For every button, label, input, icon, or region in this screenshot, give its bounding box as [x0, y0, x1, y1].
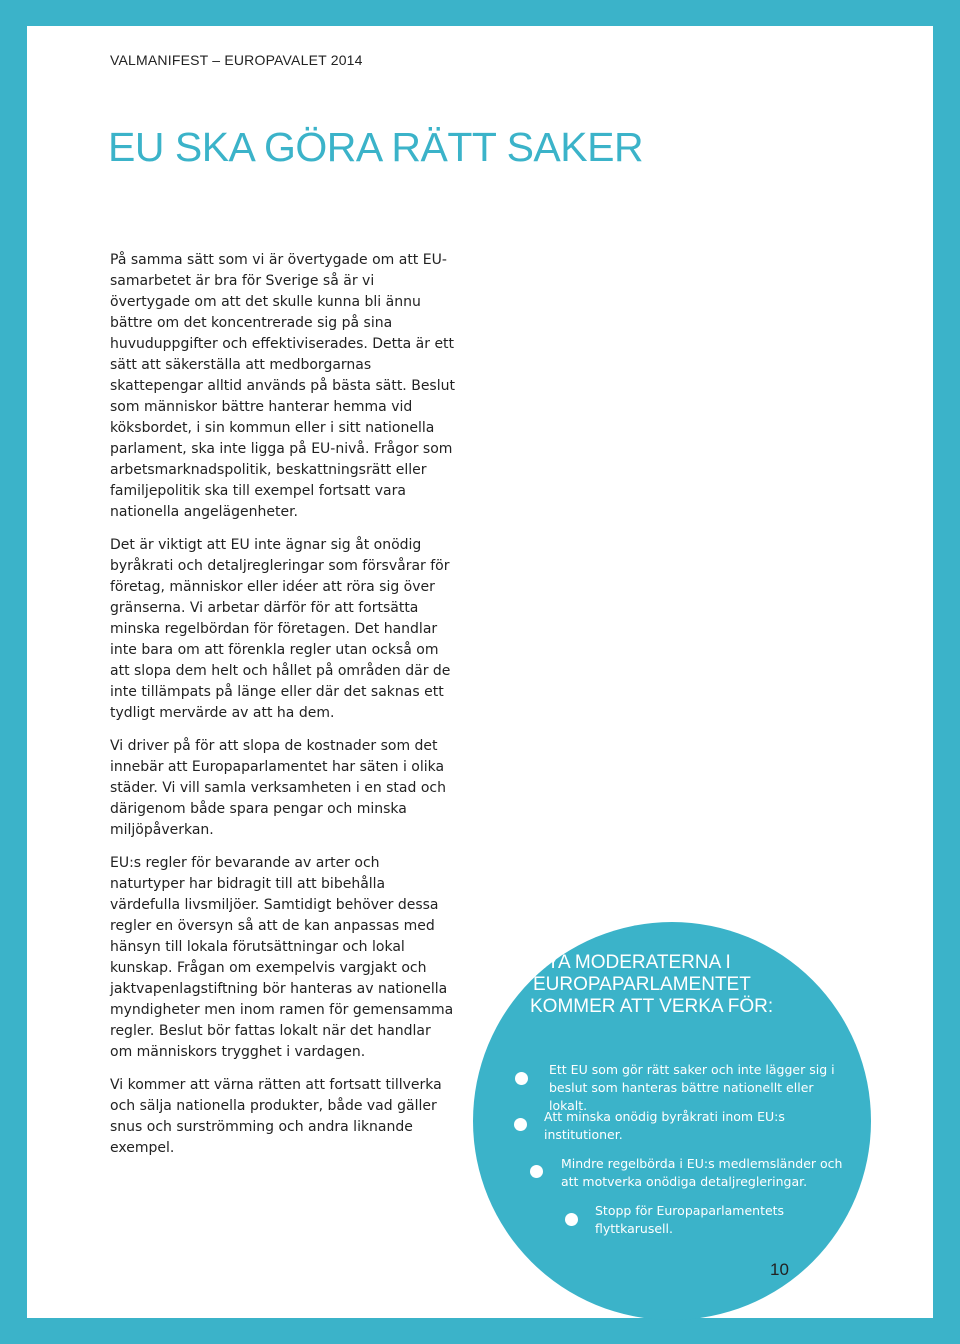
document-kicker: VALMANIFEST – EUROPAVALET 2014: [110, 52, 363, 68]
callout-heading-line: KOMMER ATT VERKA FÖR:: [530, 996, 774, 1017]
body-text: [110, 250, 455, 1171]
callout-bullet: Ett EU som gör rätt saker och inte lägger sig i beslut som hanteras bättre nationellt eller lokalt.: [549, 1062, 835, 1113]
callout-bullet: Stopp för Europaparlamentets flyttkarusell.: [595, 1203, 785, 1236]
paragraph: Det är viktigt att EU inte ägnar sig åt onödig byråkrati och detaljregleringar som försvårar för företag, människor eller idéer att röra sig över gränserna. Vi arbetar därför för att fortsätta minska regelbördan för företagen. Det handlar inte bara om att förenkla regler utan också om att slopa dem helt och hållet på områden där de inte tillämpats på länge eller där det saknas ett tydligt mervärde av att ha dem.: [110, 537, 451, 721]
callout-heading-line: NYA MODERATERNA I: [533, 952, 731, 973]
paragraph: EU:s regler för bevarande av arter och naturtyper har bidragit till att bibehålla värdefulla livsmiljöer. Samtidigt behöver dessa regler en översyn så att de kan anpassas med hänsyn till lokala förutsättningar och lokal kunskap. Frågan om exempelvis vargjakt och jaktvapenlagstiftning bör hanteras av nationella myndigheter men inom ramen för gemensamma regler. Beslut bör fattas lokalt när det handlar om människors trygghet i vardagen.: [110, 855, 454, 1060]
bullet-dot-icon: [565, 1213, 578, 1226]
bullet-dot-icon: [515, 1072, 528, 1085]
page-number: 10: [770, 1260, 789, 1279]
bullet-dot-icon: [514, 1118, 527, 1131]
bullet-dot-icon: [530, 1165, 543, 1178]
paragraph: På samma sätt som vi är övertygade om att EU-samarbetet är bra för Sverige så är vi övertygade om att det skulle kunna bli ännu bättre om det koncentrerade sig på sina huvuduppgifter och effektiviserades. Detta är ett sätt att säkerställa att medborgarnas skattepengar alltid används på bästa sätt. Beslut som människor bättre hanterar hemma vid köksbordet, i sin kommun eller i sitt nationella parlament, ska inte ligga på EU-nivå. Frågor som arbetsmarknadspolitik, beskattningsrätt eller familjepolitik ska till exempel fortsatt vara nationella angelägenheter.: [110, 252, 455, 520]
callout-heading-line: EUROPAPARLAMENTET: [533, 974, 751, 995]
paragraph: Vi kommer att värna rätten att fortsatt tillverka och sälja nationella produkter, både vad gäller snus och surströmming och andra liknande exempel.: [110, 1077, 442, 1156]
page-title: EU SKA GÖRA RÄTT SAKER: [108, 124, 644, 170]
callout-bullet: Mindre regelbörda i EU:s medlemsländer och att motverka onödiga detaljregleringar.: [561, 1156, 843, 1189]
callout-heading: [530, 952, 863, 1018]
callout-bullet: Att minska onödig byråkrati inom EU:s institutioner.: [544, 1109, 785, 1142]
paragraph: Vi driver på för att slopa de kostnader som det innebär att Europaparlamentet har säten i olika städer. Vi vill samla verksamheten i en stad och därigenom både spara pengar och minska miljöpåverkan.: [110, 738, 446, 838]
